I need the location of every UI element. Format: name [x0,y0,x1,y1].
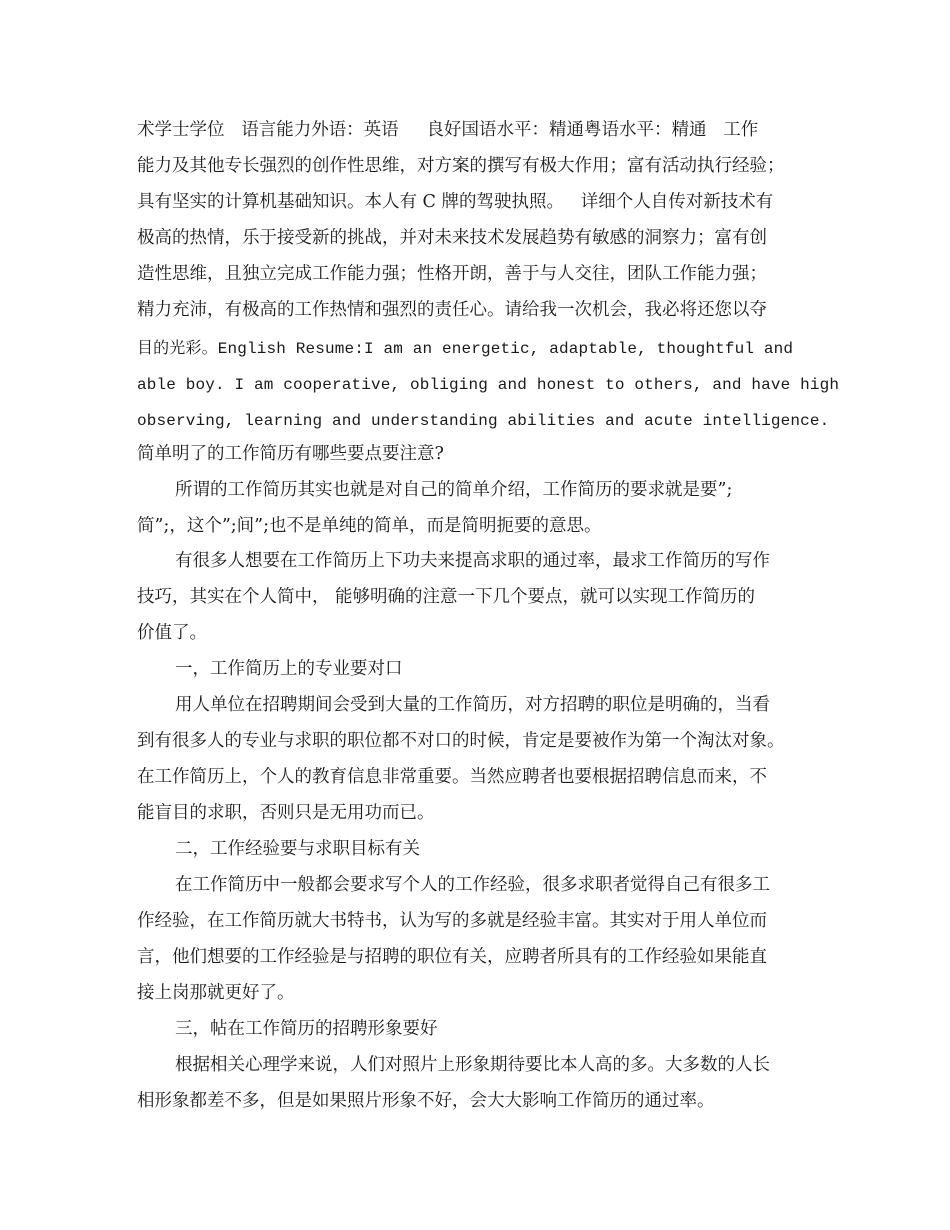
paragraph-line: 价值了。 [137,623,207,643]
text-line: able boy. I am cooperative, obliging and honest to others, and have high [137,376,840,394]
text-line: observing, learning and understanding abilities and acute intelligence. [137,412,830,430]
paragraph-line: 到有很多人的专业与求职的职位都不对口的时候，肯定是要被作为第一个淘汰对象。 [137,731,785,751]
paragraph-line: 在工作简历中一般都会要求写个人的工作经验，很多求职者觉得自己有很多工 [175,875,770,895]
section-heading: 简单明了的工作简历有哪些要点要注意? [137,444,444,464]
paragraph-line: 根据相关心理学来说，人们对照片上形象期待要比本人高的多。大多数的人长 [175,1055,770,1075]
text-line: 精力充沛，有极高的工作热情和强烈的责任心。请给我一次机会，我必将还您以夺 [137,300,767,320]
paragraph-line: 所谓的工作简历其实也就是对自己的简单介绍，工作简历的要求就是要”; [175,480,733,500]
paragraph-line: 用人单位在招聘期间会受到大量的工作简历，对方招聘的职位是明确的，当看 [175,695,770,715]
paragraph-line: 技巧，其实在个人简中， 能够明确的注意一下几个要点，就可以实现工作简历的 [137,587,756,607]
section-heading: 三，帖在工作简历的招聘形象要好 [175,1019,438,1039]
text-line: 目的光彩。English Resume:I am an energetic, adaptable, thoughtful and [137,340,794,358]
text-line: 术学士学位 语言能力外语：英语 良好国语水平：精通粤语水平：精通 工作 [137,120,759,140]
text-line: 能力及其他专长强烈的创作性思维，对方案的撰写有极大作用；富有活动执行经验； [137,156,785,176]
section-heading: 二，工作经验要与求职目标有关 [175,839,420,859]
paragraph-line: 言，他们想要的工作经验是与招聘的职位有关，应聘者所具有的工作经验如果能直 [137,947,767,967]
paragraph-line: 在工作简历上，个人的教育信息非常重要。当然应聘者也要根据招聘信息而来，不 [137,767,767,787]
section-heading: 一，工作简历上的专业要对口 [175,659,403,679]
paragraph-line: 有很多人想要在工作简历上下功夫来提高求职的通过率，最求工作简历的写作 [175,551,770,571]
text-line: 具有坚实的计算机基础知识。本人有 C 牌的驾驶执照。 详细个人自传对新技术有 [137,192,774,212]
paragraph-line: 接上岗那就更好了。 [137,983,295,1003]
text-line: 造性思维，且独立完成工作能力强；性格开朗，善于与人交往，团队工作能力强； [137,264,767,284]
paragraph-line: 相形象都差不多，但是如果照片形象不好，会大大影响工作简历的通过率。 [137,1091,715,1111]
paragraph-line: 能盲目的求职，否则只是无用功而已。 [137,803,435,823]
paragraph-line: 简”;，这个”;间”;也不是单纯的简单，而是简明扼要的意思。 [137,516,602,536]
paragraph-line: 作经验，在工作简历就大书特书，认为写的多就是经验丰富。其实对于用人单位而 [137,911,767,931]
text-line: 极高的热情，乐于接受新的挑战，并对未来技术发展趋势有敏感的洞察力；富有创 [137,228,767,248]
